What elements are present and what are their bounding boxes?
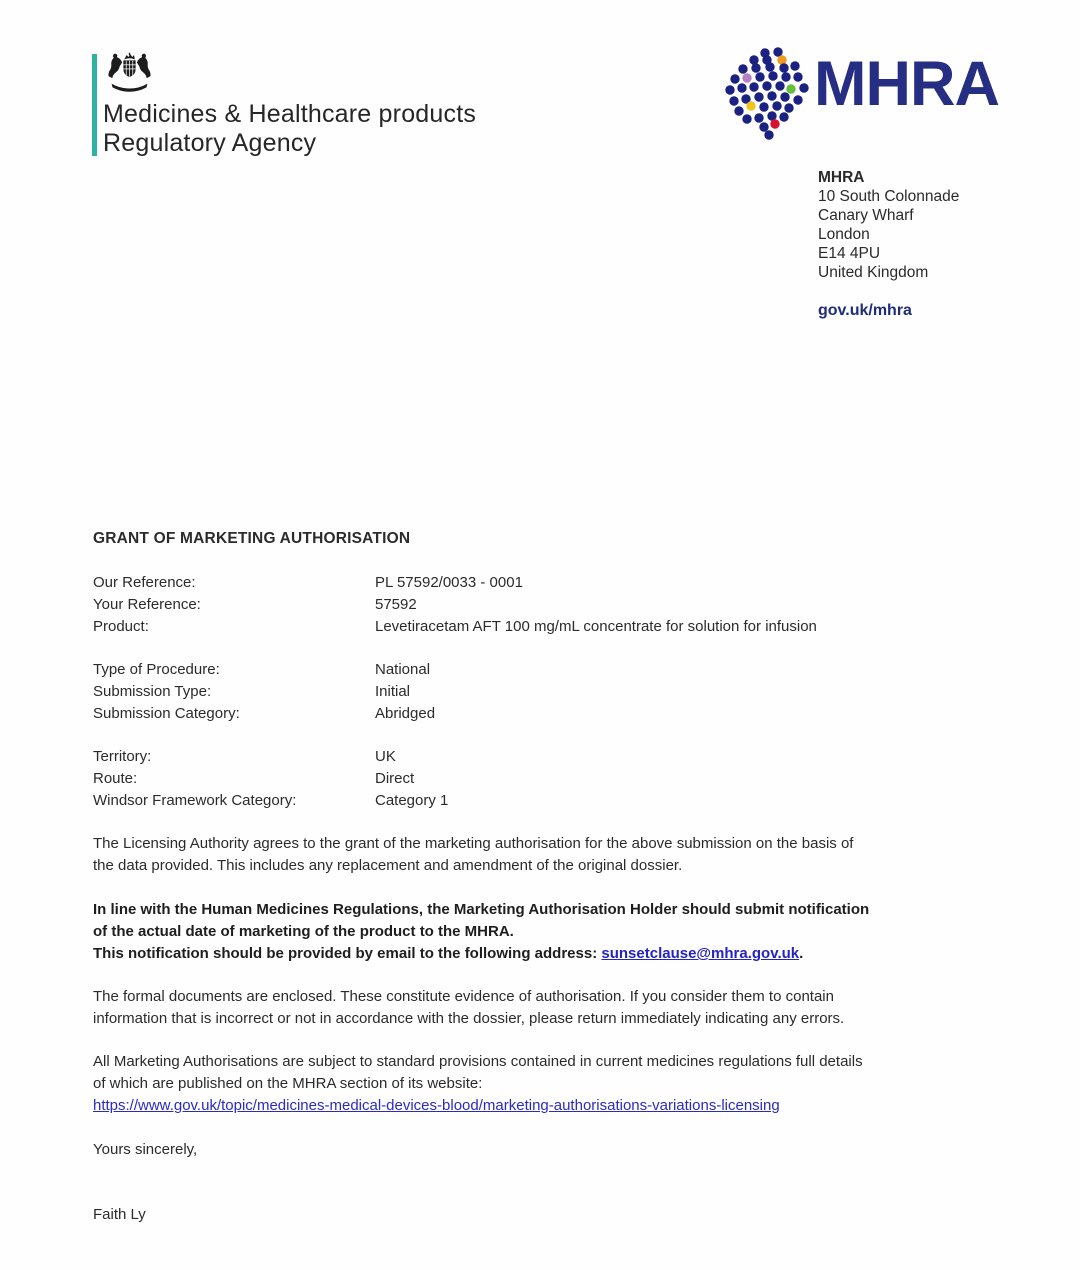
paragraph-licensing — [93, 833, 998, 877]
address-line: United Kingdom — [818, 264, 929, 281]
notification-email-suffix: . — [799, 945, 804, 962]
paragraph-line: The Licensing Authority agrees to the grant of the marketing authorisation for the above submission on the basis of — [93, 835, 854, 852]
reference-label: Our Reference: — [93, 574, 196, 591]
reference-group-1 — [93, 572, 998, 638]
reference-value: UK — [375, 748, 396, 765]
signature-name: Faith Ly — [93, 1206, 146, 1223]
address-block — [818, 168, 959, 320]
paragraph-line: the data provided. This includes any replacement and amendment of the original dossier. — [93, 857, 683, 874]
reference-value: Initial — [375, 683, 411, 700]
reference-row — [93, 681, 998, 703]
reference-value: Category 1 — [375, 792, 449, 809]
reference-row — [93, 746, 998, 768]
agency-name-line2: Regulatory Agency — [103, 129, 317, 157]
royal-coat-of-arms-icon — [105, 52, 154, 94]
agency-name — [103, 100, 623, 158]
reference-label: Route: — [93, 770, 138, 787]
reference-row — [93, 768, 998, 790]
address-name: MHRA — [818, 169, 865, 186]
paragraph-standard-provisions — [93, 1051, 998, 1117]
reference-label: Your Reference: — [93, 596, 201, 613]
paragraph-line: All Marketing Authorisations are subject to standard provisions contained in current medicines regulations full details — [93, 1053, 863, 1070]
paragraph-line — [93, 1095, 998, 1117]
reference-value: 57592 — [375, 596, 417, 613]
reference-value: Abridged — [375, 705, 436, 722]
reference-group-3 — [93, 746, 998, 812]
reference-label: Windsor Framework Category: — [93, 792, 297, 809]
reference-label: Submission Type: — [93, 683, 212, 700]
reference-label: Submission Category: — [93, 705, 240, 722]
reference-label: Territory: — [93, 748, 152, 765]
reference-row — [93, 616, 998, 638]
reference-value: Direct — [375, 770, 415, 787]
agency-name-line1: Medicines & Healthcare products — [103, 100, 477, 128]
paragraph-line: The formal documents are enclosed. These constitute evidence of authorisation. If you consider them to contain — [93, 988, 834, 1005]
address-line: E14 4PU — [818, 245, 881, 262]
letter-title: GRANT OF MARKETING AUTHORISATION — [93, 530, 411, 547]
govuk-mhra-link[interactable]: gov.uk/mhra — [818, 302, 912, 319]
reference-row — [93, 594, 998, 616]
mhra-dots-icon — [720, 44, 822, 144]
paragraph-line: In line with the Human Medicines Regulations, the Marketing Authorisation Holder should submit notification — [93, 901, 870, 918]
reference-row — [93, 790, 998, 812]
address-line: 10 South Colonnade — [818, 188, 960, 205]
mhra-wordmark: MHRA — [814, 49, 999, 119]
reference-label: Type of Procedure: — [93, 661, 220, 678]
reference-row — [93, 659, 998, 681]
paragraph-line — [93, 943, 998, 965]
sunsetclause-email-link[interactable]: sunsetclause@mhra.gov.uk — [601, 945, 800, 962]
address-line: London — [818, 226, 870, 243]
reference-value: PL 57592/0033 - 0001 — [375, 574, 523, 591]
reference-value: Levetiracetam AFT 100 mg/mL concentrate for solution for infusion — [375, 618, 817, 635]
reference-group-2 — [93, 659, 998, 725]
paragraph-line: information that is incorrect or not in accordance with the dossier, please return immediately indicating any errors. — [93, 1010, 845, 1027]
paragraph-notification — [93, 899, 998, 965]
letter-body — [93, 528, 998, 1226]
closing-text: Yours sincerely, — [93, 1141, 198, 1158]
reference-row — [93, 572, 998, 594]
address-line: Canary Wharf — [818, 207, 914, 224]
govuk-licensing-url-link[interactable]: https://www.gov.uk/topic/medicines-medical-devices-blood/marketing-authorisations-variations-licensing — [93, 1097, 780, 1114]
logo-teal-bar — [92, 54, 97, 156]
reference-label: Product: — [93, 618, 149, 635]
paragraph-line: of which are published on the MHRA section of its website: — [93, 1075, 483, 1092]
paragraph-formal-documents — [93, 986, 998, 1030]
notification-email-prefix: This notification should be provided by email to the following address: — [93, 945, 602, 962]
paragraph-line: of the actual date of marketing of the product to the MHRA. — [93, 923, 514, 940]
reference-row — [93, 703, 998, 725]
reference-value: National — [375, 661, 431, 678]
